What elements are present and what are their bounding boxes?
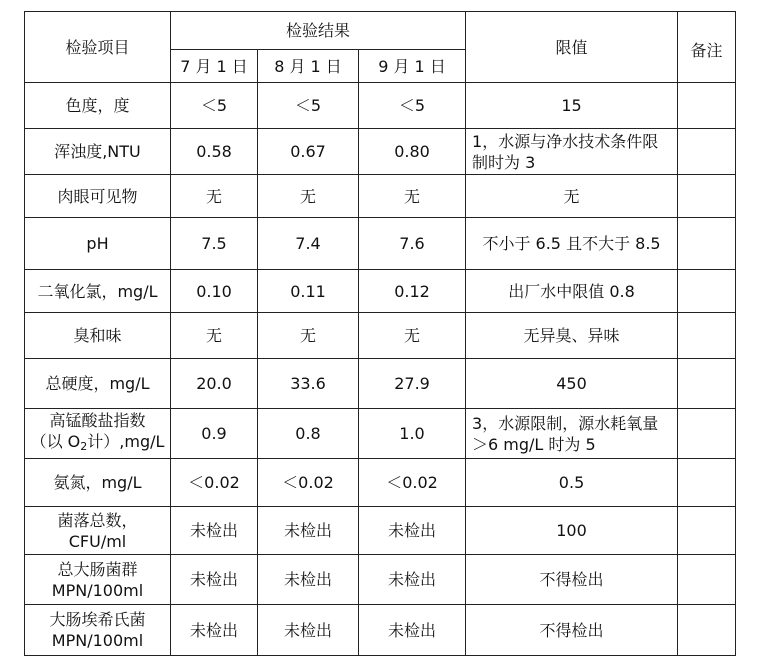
row-value-jul: 0.10 (171, 270, 258, 313)
row-value-sep: ＜0.02 (359, 459, 466, 507)
table-row (25, 270, 736, 313)
table-row (25, 175, 736, 218)
row-remark (678, 409, 736, 459)
header-date-jul: 7 月 1 日 (171, 50, 258, 83)
row-item-line2: CFU/ml (68, 531, 127, 551)
row-remark (678, 605, 736, 656)
row-item: pH (25, 218, 171, 270)
row-limit: 不得检出 (466, 555, 678, 605)
row-limit: 3，水源限制，源水耗氧量＞6 mg/L 时为 5 (466, 409, 678, 459)
row-limit: 0.5 (466, 459, 678, 507)
row-item: 臭和味 (25, 313, 171, 359)
row-value-jul: 0.9 (171, 409, 258, 459)
table-row (25, 359, 736, 409)
row-value-aug: 未检出 (258, 605, 359, 656)
row-remark (678, 129, 736, 175)
table-row (25, 555, 736, 605)
header-remark: 备注 (678, 12, 736, 83)
row-limit: 1，水源与净水技术条件限制时为 3 (466, 129, 678, 175)
table-row (25, 605, 736, 656)
row-remark (678, 507, 736, 555)
row-item: 浑浊度,NTU (25, 129, 171, 175)
row-value-jul: 未检出 (171, 507, 258, 555)
row-item-post: 计）,mg/L (87, 432, 165, 451)
row-value-jul: 20.0 (171, 359, 258, 409)
row-value-sep: 未检出 (359, 605, 466, 656)
row-limit: 出厂水中限值 0.8 (466, 270, 678, 313)
row-remark (678, 459, 736, 507)
row-value-sep: 1.0 (359, 409, 466, 459)
row-value-aug: 无 (258, 175, 359, 218)
row-item-line2 (29, 431, 166, 457)
row-value-sep: 未检出 (359, 555, 466, 605)
table-row (25, 313, 736, 359)
row-item (25, 555, 171, 605)
row-limit: 450 (466, 359, 678, 409)
row-value-jul: 未检出 (171, 555, 258, 605)
row-remark (678, 555, 736, 605)
row-remark (678, 359, 736, 409)
row-value-jul: ＜5 (171, 83, 258, 129)
row-item-line1: 菌落总数， (57, 510, 138, 530)
table-row (25, 83, 736, 129)
row-value-jul: 未检出 (171, 605, 258, 656)
row-value-aug: 0.11 (258, 270, 359, 313)
row-value-aug: ＜5 (258, 83, 359, 129)
row-value-jul: 0.58 (171, 129, 258, 175)
row-item: 色度，度 (25, 83, 171, 129)
row-item: 氨氮，mg/L (25, 459, 171, 507)
row-value-sep: 27.9 (359, 359, 466, 409)
row-item-line1: 高锰酸盐指数 (49, 411, 146, 430)
header-date-aug: 8 月 1 日 (258, 50, 359, 83)
row-item-line1: 总大肠菌群 (57, 559, 138, 579)
row-remark (678, 313, 736, 359)
row-item-line2: MPN/100ml (51, 580, 144, 600)
header-limit: 限值 (466, 12, 678, 83)
row-limit: 无异臭、异味 (466, 313, 678, 359)
row-limit: 100 (466, 507, 678, 555)
row-value-sep: 无 (359, 313, 466, 359)
row-value-aug: 未检出 (258, 555, 359, 605)
row-remark (678, 175, 736, 218)
row-value-jul: 无 (171, 313, 258, 359)
row-remark (678, 218, 736, 270)
row-value-aug: 7.4 (258, 218, 359, 270)
row-item: 二氧化氯，mg/L (25, 270, 171, 313)
row-value-aug: 33.6 (258, 359, 359, 409)
row-value-sep: 未检出 (359, 507, 466, 555)
row-value-aug: 0.8 (258, 409, 359, 459)
row-item: 肉眼可见物 (25, 175, 171, 218)
header-item: 检验项目 (25, 12, 171, 83)
row-limit: 不得检出 (466, 605, 678, 656)
row-limit: 无 (466, 175, 678, 218)
row-item (25, 605, 171, 656)
row-value-aug: 未检出 (258, 507, 359, 555)
row-value-aug: 0.67 (258, 129, 359, 175)
table-row (25, 409, 736, 459)
row-value-sep: 7.6 (359, 218, 466, 270)
header-date-sep: 9 月 1 日 (359, 50, 466, 83)
row-item (25, 507, 171, 555)
row-value-jul: 无 (171, 175, 258, 218)
water-quality-table (24, 11, 736, 656)
row-limit: 15 (466, 83, 678, 129)
row-remark (678, 83, 736, 129)
row-value-aug: ＜0.02 (258, 459, 359, 507)
row-item-subscript: 2 (80, 440, 88, 453)
row-item-line2: MPN/100ml (51, 631, 144, 650)
row-item-pre: （以 O (30, 432, 81, 451)
table-row (25, 459, 736, 507)
row-value-jul: ＜0.02 (171, 459, 258, 507)
table-row (25, 507, 736, 555)
row-item-line1: 大肠埃希氏菌 (49, 610, 146, 629)
row-value-sep: ＜5 (359, 83, 466, 129)
header-results: 检验结果 (171, 12, 466, 50)
row-limit: 不小于 6.5 且不大于 8.5 (466, 218, 678, 270)
row-value-aug: 无 (258, 313, 359, 359)
row-value-sep: 0.12 (359, 270, 466, 313)
row-value-sep: 0.80 (359, 129, 466, 175)
table-row (25, 129, 736, 175)
table-row (25, 218, 736, 270)
row-remark (678, 270, 736, 313)
row-item (25, 409, 171, 459)
row-value-jul: 7.5 (171, 218, 258, 270)
row-value-sep: 无 (359, 175, 466, 218)
row-item: 总硬度，mg/L (25, 359, 171, 409)
